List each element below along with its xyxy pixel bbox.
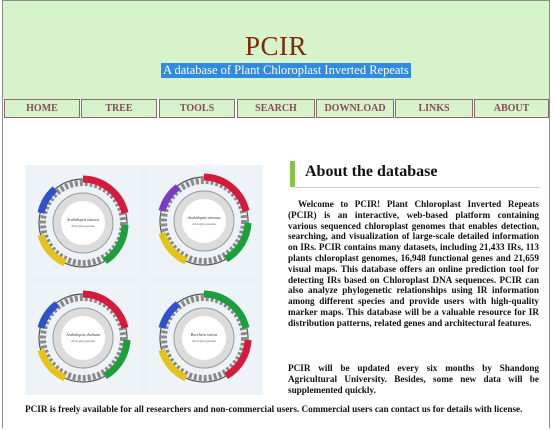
page-frame xyxy=(2,0,550,428)
about-paragraph-1: Welcome to PCIR! Plant Chloroplast Inverted Repeats (PCIR) is an interactive, web-based platform containing various sequenced chloroplast genomes that enables detection, searching, and visualization of large-scale detailed information on IRs. PCIR contains many datasets, including 21,433 IRs, 113 plants chloroplast genomes, 16,948 functional genes and 21,659 visual maps. This database offers an online prediction tool for detecting IRs based on Chloroplast DNA sequences. PCIR can also analyze phylogenetic relationships using IR information among different species and provide users with high-quality marker maps. This database will be a valuable resource for IR distribution patterns, related genes and architectural features. xyxy=(288,199,539,328)
genome-map-1 xyxy=(25,165,142,278)
map-2-sub: chloroplast genome xyxy=(192,222,216,226)
map-3-sub: chloroplast genome xyxy=(71,339,95,343)
map-2-label: Arabidopsis arenosa xyxy=(187,215,221,220)
about-heading-box xyxy=(290,161,545,187)
map-1-sub: chloroplast genome xyxy=(71,224,95,228)
main-content xyxy=(3,119,549,429)
nav-home[interactable]: HOME xyxy=(4,99,80,118)
nav-tools[interactable]: TOOLS xyxy=(159,99,235,118)
license-note: PCIR is freely available for all researchers and non-commercial users. Commercial users can contact us for details with license. xyxy=(25,404,523,414)
map-1-label: Arabidopsis suecica xyxy=(66,217,100,222)
map-3-label: Arabidopsis thaliana xyxy=(66,332,100,337)
about-paragraph-2: PCIR will be updated every six months by Shandong Agricultural University. Besides, some new data will be supplemented quickly. xyxy=(288,363,539,395)
chloroplast-maps-figure xyxy=(25,165,263,395)
nav-about[interactable]: ABOUT xyxy=(474,99,549,118)
site-title: PCIR xyxy=(244,31,308,61)
main-nav xyxy=(3,99,549,118)
about-heading: About the database xyxy=(305,163,438,180)
about-divider xyxy=(295,187,540,188)
map-4-label: Boechera stricta xyxy=(190,332,218,337)
nav-links[interactable]: LINKS xyxy=(395,99,473,118)
site-subtitle: A database of Plant Chloroplast Inverted Repeats xyxy=(163,63,409,77)
nav-tree[interactable]: TREE xyxy=(81,99,157,118)
nav-download[interactable]: DOWNLOAD xyxy=(316,99,394,118)
genome-map-2 xyxy=(146,165,263,278)
site-header xyxy=(3,1,549,99)
nav-search[interactable]: SEARCH xyxy=(237,99,315,118)
genome-map-4 xyxy=(146,282,263,395)
genome-map-3 xyxy=(25,282,142,395)
map-4-sub: chloroplast genome xyxy=(192,339,216,343)
